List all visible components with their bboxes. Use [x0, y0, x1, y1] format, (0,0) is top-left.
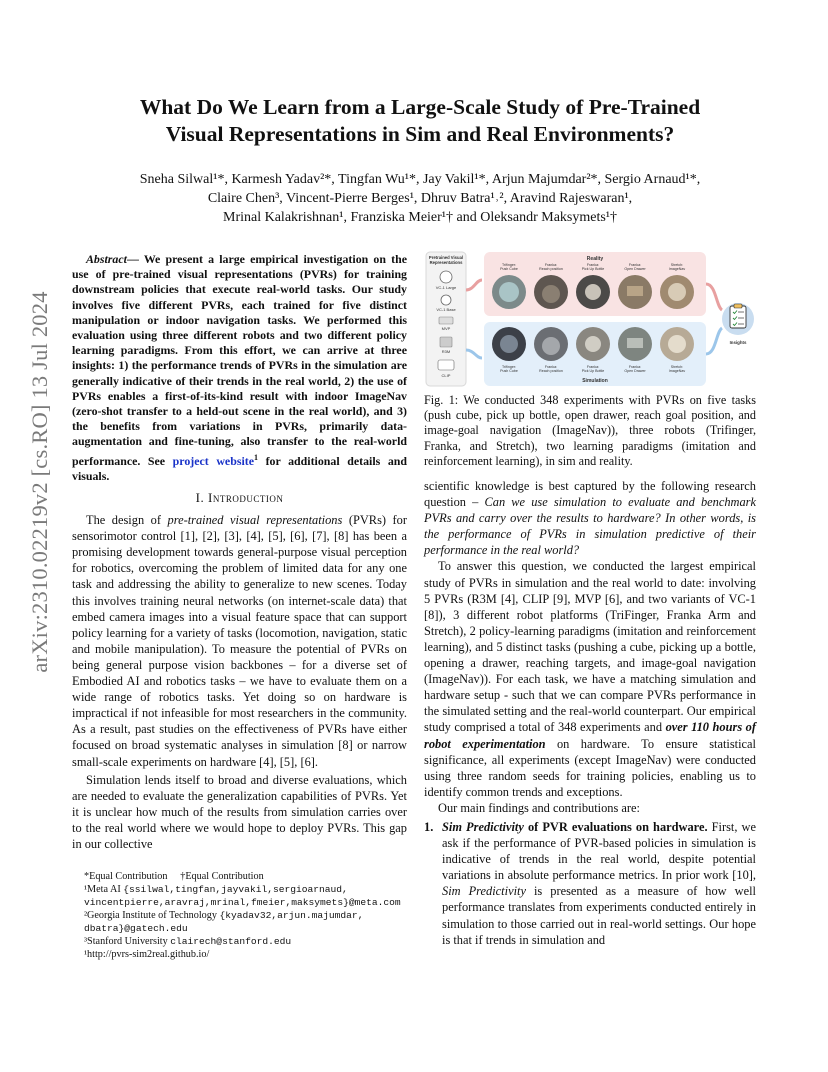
- right-column: [424, 393, 756, 948]
- clip-icon: [438, 360, 454, 370]
- sim-task-label-3: Franka:: [586, 365, 600, 369]
- abstract-label: Abstract: [86, 252, 127, 266]
- svg-text:Reach position: Reach position: [539, 369, 563, 373]
- pvr-panel-title: Pretrained Visual: [428, 255, 464, 260]
- right-paragraph-3: Our main findings and contributions are:: [438, 800, 640, 815]
- reality-task-label-2b: Reach position: [539, 267, 563, 271]
- reality-task-label-3: Franka:: [586, 263, 600, 267]
- author-list: [80, 170, 760, 227]
- reality-task-label-2: Franka:: [544, 263, 558, 267]
- model-label-r3m: R3M: [441, 349, 451, 354]
- footnote-equal: *Equal Contribution †Equal Contribution: [84, 871, 264, 883]
- footnote-stanford: ³Stanford University clairech@stanford.edu: [84, 936, 292, 948]
- authors-line-2: Claire Chen³, Vincent-Pierre Berges¹, Dhruv Batra¹˒², Aravind Rajeswaran¹,: [207, 191, 633, 206]
- reality-to-insights-arrow: [706, 284, 722, 310]
- right-paragraph-2: To answer this question, we conducted the largest empirical study of PVRs in simulation and the real world to date: involving 5 PVRs (R3M [4], CLIP [9], MVP [6], and two variants of VC-1 [8]), 3 different robot platforms (TriFinger, Franka Arm and Stretch), 2 policy-learning paradigms (imitation and reinforcement learning), and 5 distinct tasks (pushing a cube, picking up a bottle, opening a drawer, reaching targets, and image-goal navigation (ImageNav)). For each task, we have a matching simulation and hardware setup - such that we can compare PVRs performance in the simulated setting and the real-world counterpart. Our empirical study comprised a total of 348 experiments and over 110 hours of robot experimentation on hardware. To ensure statistical significance, all experiments (except ImageNav) were conducted using three random seeds for training policies, enabling us to identify common trends and exceptions.: [424, 559, 757, 799]
- vc1-large-icon: [440, 271, 452, 283]
- model-label-mvp: MVP: [441, 326, 451, 331]
- model-label-vc1-base: VC-1 Base: [436, 307, 456, 312]
- figure-1-diagram: [424, 250, 756, 388]
- authors-line-1: Sneha Silwal¹*, Karmesh Yadav²*, Tingfan Wu¹*, Jay Vakil¹*, Arjun Majumdar²*, Sergio Arnaud¹*,: [139, 172, 701, 187]
- abstract: Abstract— We present a large empirical investigation on the use of pre-trained visual representations (PVRs) for training downstream policies that execute real-world tasks. Our study involves five different PVRs, each trained for five distinct manipulation or indoor navigation tasks. We performed this evaluation using three different robots and two different policy learning paradigms. From this effort, we can arrive at three insights: 1) the performance trends of PVRs in the simulation are generally indicative of their trends in the real world, 2) the use of PVRs enables a first-of-its-kind result with indoor ImageNav (zero-shot transfer to a held-out scene in the real world), and 3) the benefits from variations in PVRs, primarily data-augmentation and fine-tuning, also transfer to the real-world performance. See project website$^1$ for additional details and visuals.: [72, 252, 408, 483]
- authors-line-3: Mrinal Kalakrishnan¹, Franziska Meier¹† and Oleksandr Maksymets¹†: [223, 210, 617, 225]
- reality-label: Reality: [586, 256, 604, 262]
- vc1-base-icon: [441, 295, 451, 305]
- sim-task-label-5: Stretch:: [670, 365, 684, 369]
- svg-text:Push Cube: Push Cube: [500, 369, 518, 373]
- svg-text:Open Drawer: Open Drawer: [624, 369, 646, 373]
- reality-task-label-1b: Push Cube: [500, 267, 518, 271]
- reality-task-label-5: Stretch:: [670, 263, 684, 267]
- title-line-2: Visual Representations in Sim and Real Environments?: [165, 122, 675, 146]
- figure-1-caption: Fig. 1: We conducted 348 experiments with PVRs on five tasks (push cube, pick up bottle, open drawer, reach goal position, and image-goal navigation (ImageNav)), three robots (Trifinger, Franka, and Stretch), two learning paradigms (imitation and reinforcement learning), in sim and reality.: [424, 393, 756, 468]
- model-label-vc1-large: VC-1 Large: [435, 285, 457, 290]
- arxiv-identifier: arXiv:2310.02219v2 [cs.RO] 13 Jul 2024: [27, 291, 52, 673]
- sim-task-label-2: Franka:: [544, 365, 558, 369]
- clipboard-icon: [722, 303, 754, 335]
- left-column: [72, 252, 407, 961]
- reality-task-label-4b: Open Drawer: [624, 267, 646, 271]
- footnotes: [72, 870, 407, 961]
- intro-paragraph-2: Simulation lends itself to broad and diverse evaluations, which are needed to evaluate the generalization capabilities of PVRs. Yet it is unclear how much of the results from simulation carries over to the real world where we would hope to deploy PVRs. This gap in our collective: [72, 772, 407, 851]
- sim-task-label-1: Trifinger:: [501, 365, 517, 369]
- model-label-clip: CLIP: [441, 373, 451, 378]
- sim-to-insights-arrow: [706, 328, 722, 354]
- intro-paragraph-1: The design of pre-trained visual representations (PVRs) for sensorimotor control [1], [2], [3], [4], [5], [6], [7], [8] has been a promising development towards general-purpose visual perception for robotics, overcoming the problem of limited data for any one task and addressing the ability to generalize to new scenes. Today this involves training neural networks (on internet-scale data) that embed camera images into a visual feature space that can support policy learning for a variety of tasks (locomotion, navigation, static and mobile manipulation). To measure the potential of PVRs on being general purpose vision backbones – for a diverse set of Embodied AI and robotics tasks – we have to evaluate them on a wide range of robotics tasks. Yet doing so on hardware is impractical if not infeasible for most researchers in the community. As a result, past studies on the effectiveness of PVRs have either focused on broad systematic analyses in simulation [8] or narrow small-scale experiments on hardware [4], [5], [6].: [72, 513, 407, 769]
- reality-task-label-3b: Pick Up Bottle: [581, 267, 605, 271]
- paper-title: [80, 94, 760, 148]
- project-website-link[interactable]: project website: [172, 453, 254, 468]
- svg-text:ImageNav: ImageNav: [668, 369, 686, 373]
- svg-text:Pick Up Bottle: Pick Up Bottle: [581, 369, 605, 373]
- pvr-panel-title-2: Representations: [429, 260, 463, 265]
- simulation-label: Simulation: [582, 378, 608, 384]
- title-line-1: What Do We Learn from a Large-Scale Study of Pre-Trained: [139, 95, 701, 119]
- contribution-list-item-1: 1. Sim Predictivity of PVR evaluations on hardware. First, we ask if the performance of PVR-based policies in simulation is indicative of trends in the real world, despite potential variations in absolute performance metrics. In prior work [10], Sim Predictivity is presented as a measure of how well performance translates from experiments conducted entirely in simulation to those carried out in real-world settings. Our hope is that if trends in simulation and: [424, 819, 756, 947]
- right-paragraph-1: scientific knowledge is best captured by the following research question – Can we use simulation to evaluate and benchmark PVRs and carry over the results to hardware? In other words, is the performance of PVRs in simulation predictive of their performance in the real world?: [424, 479, 756, 558]
- reality-task-label-1: Trifinger:: [501, 263, 517, 267]
- reality-task-label-5b: ImageNav: [668, 267, 686, 271]
- figure-1: [424, 250, 756, 388]
- section-heading-introduction: I. Introduction: [195, 490, 284, 506]
- sim-task-label-4: Franka:: [628, 365, 642, 369]
- mvp-icon: [439, 317, 453, 324]
- footnote-meta: ¹Meta AI {ssilwal,tingfan,jayvakil,sergioarnaud, vincentpierre,aravraj,mrinal,fmeier,maksymets}@meta.com: [84, 884, 401, 909]
- reality-task-label-4: Franka:: [628, 263, 642, 267]
- insights-label: Insights: [729, 340, 747, 345]
- footnote-gatech: ²Georgia Institute of Technology {kyadav32,arjun.majumdar, dbatra}@gatech.edu: [84, 910, 364, 935]
- r3m-icon: [440, 337, 452, 347]
- footnote-url[interactable]: ¹http://pvrs-sim2real.github.io/: [84, 949, 210, 961]
- sim-arrow: [466, 350, 482, 358]
- reality-arrow: [466, 280, 482, 290]
